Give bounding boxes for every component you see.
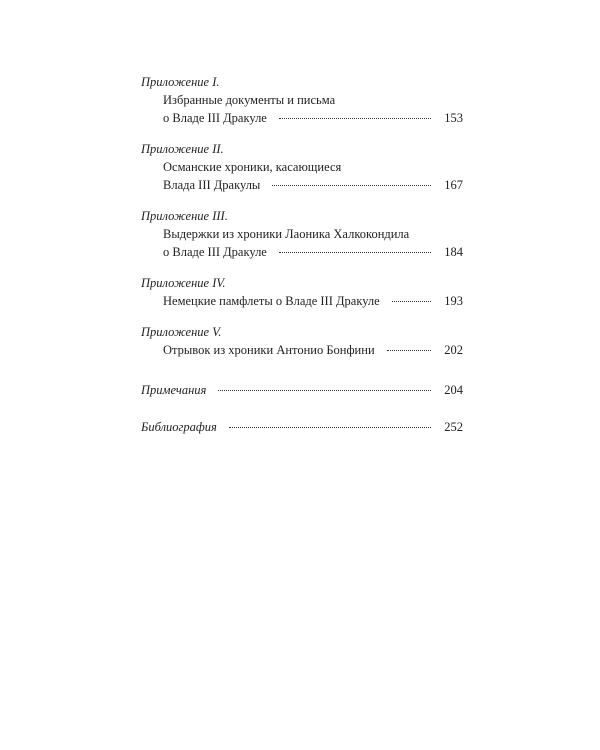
toc-appendix-4: [141, 274, 463, 310]
notes-label: Примечания: [141, 383, 207, 397]
toc-entry-row[interactable]: [141, 292, 463, 310]
toc-entry-row[interactable]: [141, 243, 463, 261]
toc-entry-bibliography[interactable]: [141, 418, 463, 436]
toc-appendix-2: [141, 140, 463, 194]
appendix-heading: Приложение II.: [141, 142, 224, 156]
dot-leader: [218, 390, 431, 391]
page-number: 204: [444, 383, 463, 397]
toc-entry-notes[interactable]: [141, 381, 463, 399]
toc-appendix-3: [141, 207, 463, 261]
toc-entry-row[interactable]: [141, 109, 463, 127]
appendix-title-last-line: Немецкие памфлеты о Владе III Дракуле: [163, 294, 380, 308]
dot-leader: [279, 118, 431, 119]
bibliography-label: Библиография: [141, 420, 217, 434]
appendix-title-last-line: Влада III Дракулы: [163, 178, 261, 192]
dot-leader: [229, 427, 431, 428]
dot-leader: [392, 301, 431, 302]
toc-appendix-5: [141, 323, 463, 359]
appendix-heading: Приложение V.: [141, 325, 222, 339]
appendix-title-line: Османские хроники, касающиеся: [163, 160, 342, 174]
page-number: 252: [444, 420, 463, 434]
appendix-title-last-line: о Владе III Дракуле: [163, 111, 267, 125]
toc-appendix-1: [141, 73, 463, 127]
dot-leader: [279, 252, 431, 253]
appendix-title-line: Выдержки из хроники Лаоника Халкокондила: [163, 227, 410, 241]
appendix-title-last-line: о Владе III Дракуле: [163, 245, 267, 259]
appendix-title-last-line: Отрывок из хроники Антонио Бонфини: [163, 343, 375, 357]
appendix-title-line: Избранные документы и письма: [163, 93, 336, 107]
appendix-heading: Приложение III.: [141, 209, 228, 223]
toc-entry-row[interactable]: [141, 176, 463, 194]
dot-leader: [272, 185, 431, 186]
page-number: 202: [444, 343, 463, 357]
toc-entry-row[interactable]: [141, 341, 463, 359]
page-number: 153: [444, 111, 463, 125]
page-number: 193: [444, 294, 463, 308]
appendix-heading: Приложение IV.: [141, 276, 226, 290]
table-of-contents: [141, 73, 463, 436]
page-number: 167: [444, 178, 463, 192]
appendix-heading: Приложение I.: [141, 75, 220, 89]
page-number: 184: [444, 245, 463, 259]
dot-leader: [387, 350, 431, 351]
